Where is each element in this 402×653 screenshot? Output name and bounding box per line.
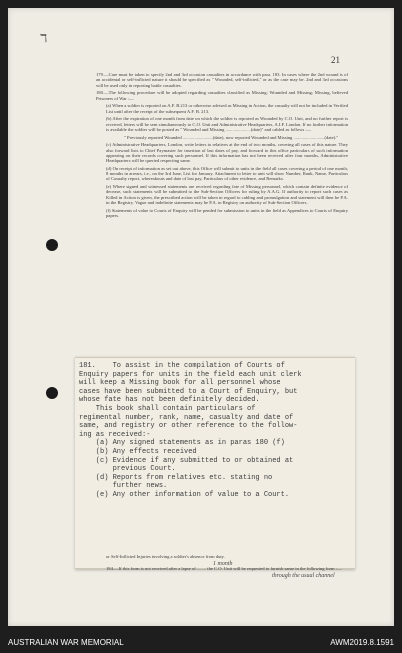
paragraph-179: 179.—Care must be taken to specify 2nd and 3rd occasion casualties in accordance with para. 183. In cases where the 2nd wound is of an accidental or self-inflicted nature it should be specified as " Wounded, self-inflicted," or as the case may be. 2nd and 3rd occasions will be used only in reporting battle casualties. xyxy=(96,72,348,88)
paragraph-180c: (c) Administrative Headquarters, London, write letters to relatives at the end of two months, covering all cases of this nature. They also forward lists to Chief Paymaster for insertion of last dates of pay, and forward to this office particulars of such information appearing on their records covering such personnel. If this information has not been received after four months, Administrative Headquarters will be queried respecting same. xyxy=(106,142,348,164)
paragraph-180e: (e) Where signed and witnessed statements are received regarding fate of Missing personnel, which contain definite evidence of decease, such statements will be submitted to the Sub-Section Officers for ruling by A.A.G. If authority to report such cases as Killed in Action is given, the prescribed action will be taken in regard to cabling and promulgation and statement will then be P.A. in the Registry. Vague and indefinite statements may be P.A. in Registry on authority of Sub-Section Officers. xyxy=(106,184,348,205)
footer-source: AUSTRALIAN WAR MEMORIAL xyxy=(8,638,124,647)
typed-slip-text: 181. To assist in the compilation of Courts of Enquiry papers for units in the field each unit clerk will keep a Missing book for all personnel whose cases have been submitted to a Court of Enquiry, but whose fate has not been definitely decided. This book shall contain particulars of regimental number, rank, name, casualty and date of same, and registry or other reference to the follow- ing as received:- (a) Any signed statements as in paras 180 (f) (b) Any effects received (c) Evidence if any submitted to or obtained at previous Court. (d) Reports from relatives etc. stating no further news. (e) Any other information of value to a Court. xyxy=(79,362,302,499)
handwritten-mark: ℸ xyxy=(40,33,48,45)
paragraph-180b: (b) After the expiration of one month from date on which the soldier is reported as Wounded by C.O. Unit, and no further report is received, letters will be sent simultaneously to C.O. Unit and Administrative Headquarters, A.I.F. London. If no further information is available the soldier will be posted as " Wounded and Missing ......................(date)" and cabled as follows :— xyxy=(106,116,348,132)
footer-id: AWM2019.8.1591 xyxy=(330,638,394,647)
punch-hole-icon xyxy=(46,387,58,399)
paragraph-180: 180.—The following procedure will be adopted regarding casualties classified as Missing; Wounded and Missing; Missing, believed Prisoners of War :— xyxy=(96,90,348,101)
punch-hole-icon xyxy=(46,239,58,251)
handwritten-annotation: 1 month xyxy=(213,561,233,567)
typed-slip xyxy=(75,357,355,569)
paragraph-180b-quote: " Previously reported Wounded ..........................(date), now reported Wounded and Missing ...........................(date)." xyxy=(124,134,339,140)
document-page xyxy=(8,8,394,626)
handwritten-annotation: through the usual channel xyxy=(272,573,335,579)
paragraph-180a: (a) When a soldier is reported on A.F. B.213 or otherwise advised as Missing in Action, the casualty will not be included in Verified List until after the receipt of the subsequent A.F. B. 213. xyxy=(106,103,348,114)
paragraph-180d: (d) On receipt of information as set out above, this Office will submit to units in the field all cases covering a period of one month, 8 months in arrears, i.e., on the 3rd June, List for January. Attachment to letter to unit will show Number, Rank, Name, Particulars of Casualty report, whereabouts and date of last pay, Particulars of other evidence, and Remarks. xyxy=(106,165,348,182)
page-number: 21 xyxy=(331,55,340,65)
paragraph-180f: (f) Statements of value to Courts of Enquiry will be pended for submission to units in the field as Appendices to Courts of Enquiry papers. xyxy=(106,207,348,218)
footer-bar xyxy=(0,630,402,653)
bottom-line: or Self-Inflicted Injuries involving a soldier's absence from duty. xyxy=(106,554,225,559)
paragraph-184: 184.—If this form is not received after a lapse of ........ the C.O. Unit will be requested to furnish same in the following form :— xyxy=(106,566,342,571)
printed-paragraphs xyxy=(96,72,348,221)
